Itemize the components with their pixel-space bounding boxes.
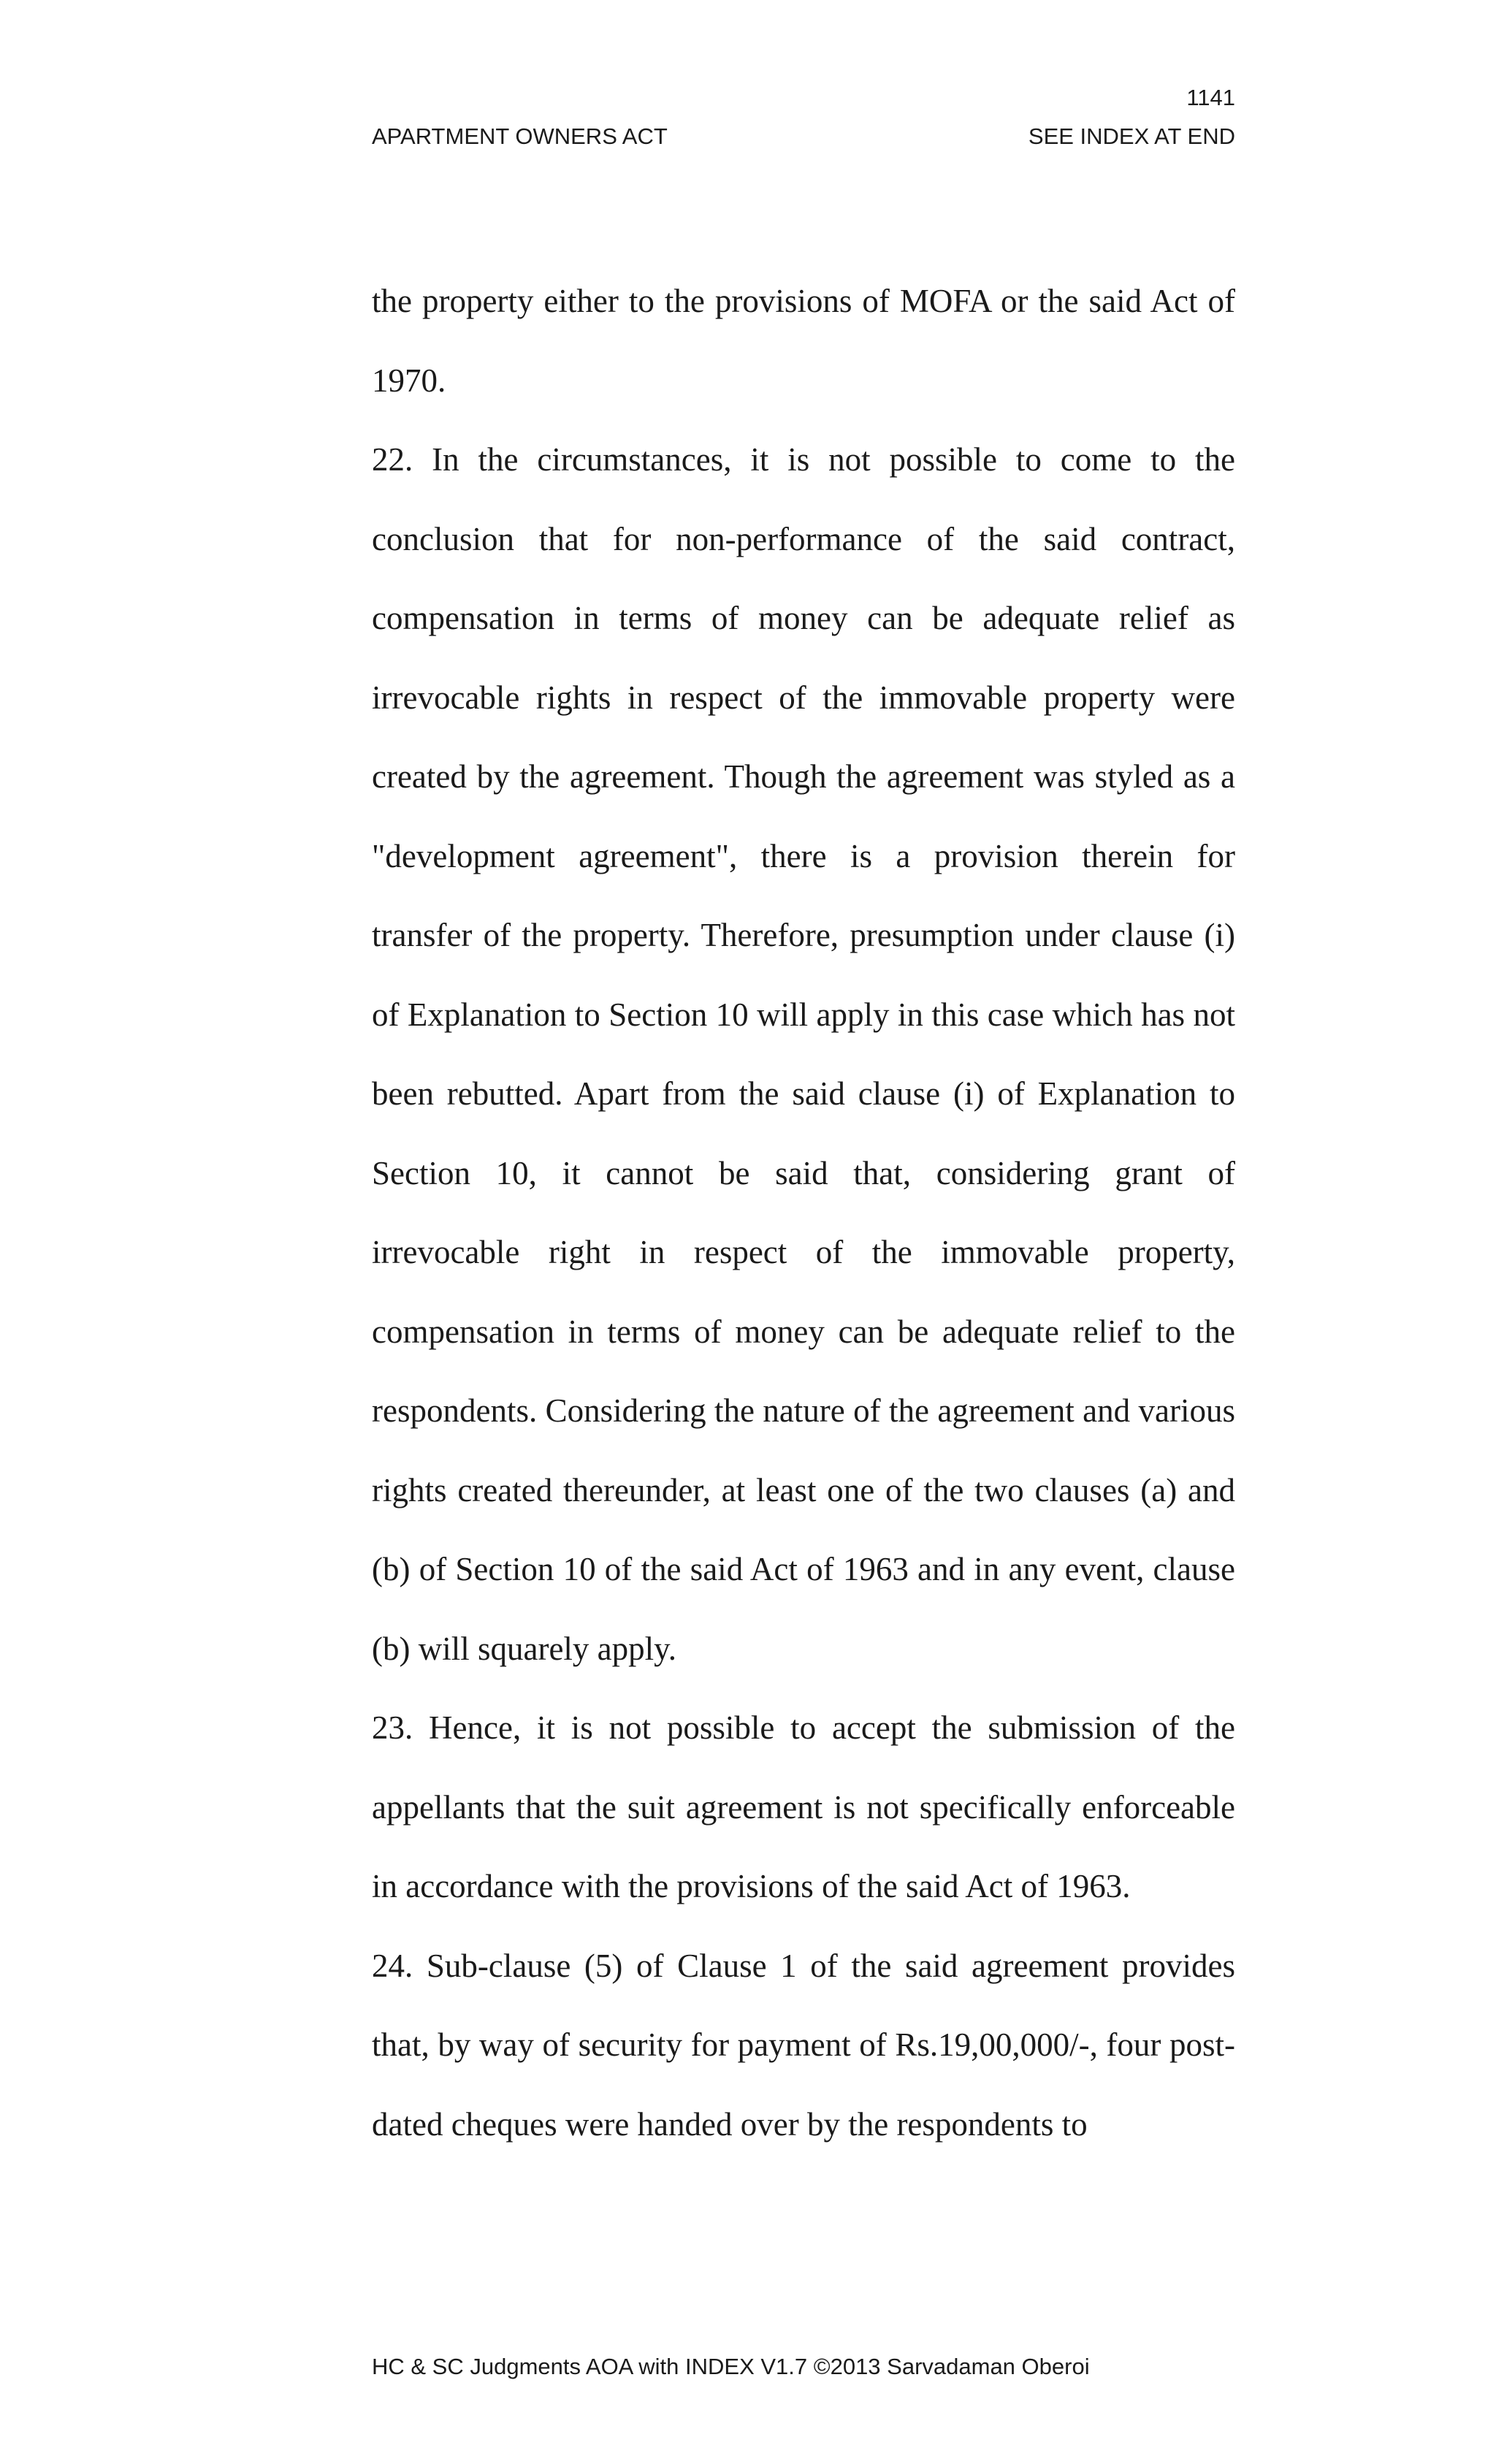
- page-number: 1141: [1186, 85, 1235, 110]
- paragraph-22: 22. In the circumstances, it is not possible to come to the conclusion that for non-performance of the said contract, compensation in terms of money can be adequate relief as irrevocable rights in respect of the immovable property were created by the agreement. Though the agreement was styled as a "development agreement", there is a provision therein for transfer of the property. Therefore, presumption under clause (i) of Explanation to Section 10 will apply in this case which has not been rebutted. Apart from the said clause (i) of Explanation to Section 10, it cannot be said that, considering grant of irrevocable right in respect of the immovable property, compensation in terms of money can be adequate relief to the respondents. Considering the nature of the agreement and various rights created thereunder, at least one of the two clauses (a) and (b) of Section 10 of the said Act of 1963 and in any event, clause (b) will squarely apply.: [372, 441, 1235, 1667]
- document-body: [372, 262, 1235, 2164]
- running-header-left: APARTMENT OWNERS ACT: [372, 123, 668, 149]
- page-footer: HC & SC Judgments AOA with INDEX V1.7 ©2013 Sarvadaman Oberoi: [372, 2354, 1090, 2379]
- paragraph-24: 24. Sub-clause (5) of Clause 1 of the said agreement provides that, by way of security for payment of Rs.19,00,000/-, four post-dated cheques were handed over by the respondents to: [372, 1947, 1235, 2143]
- running-header-right: SEE INDEX AT END: [1028, 123, 1235, 149]
- paragraph-23: 23. Hence, it is not possible to accept the submission of the appellants that the suit agreement is not specifically enforceable in accordance with the provisions of the said Act of 1963.: [372, 1709, 1235, 1904]
- paragraph-continuation: the property either to the provisions of MOFA or the said Act of 1970.: [372, 283, 1235, 399]
